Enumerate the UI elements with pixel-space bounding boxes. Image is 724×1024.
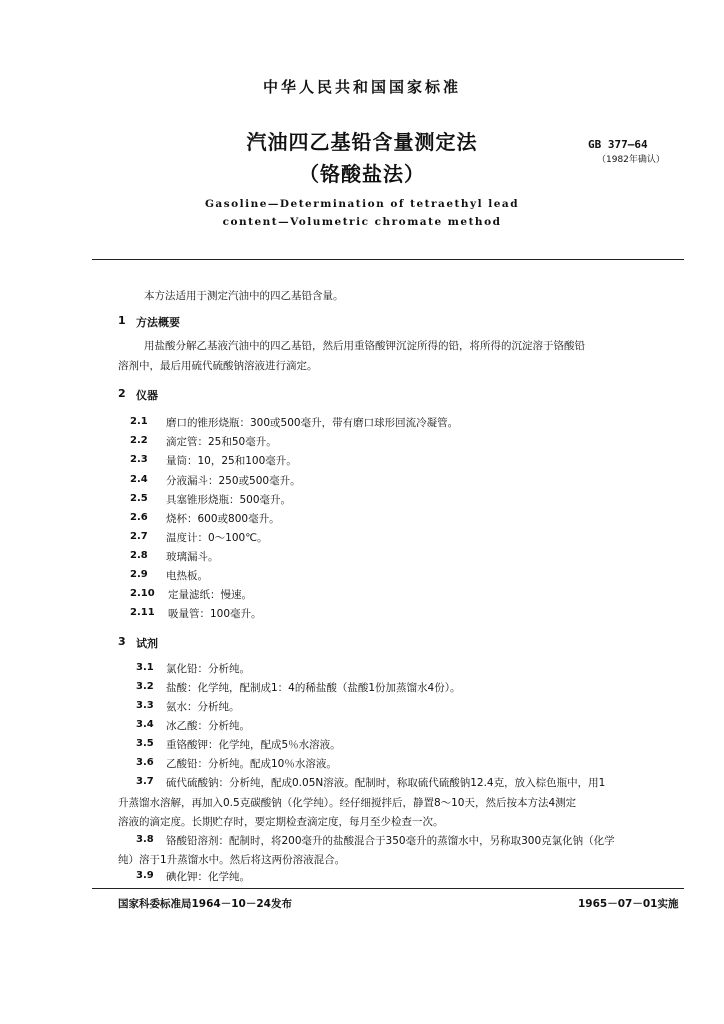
list-item: 重铬酸钾：化学纯，配成5％水溶液。 xyxy=(166,739,341,751)
standard-org-header: 中华人民共和国国家标准 xyxy=(262,78,461,96)
item-number: 3.3 xyxy=(136,700,154,711)
item-number: 3.1 xyxy=(136,662,154,673)
item-number: 3.8 xyxy=(136,834,154,845)
item-number: 2.2 xyxy=(130,435,148,446)
standard-code: GB 377—64 xyxy=(588,138,648,151)
list-item: 冰乙酸：分析纯。 xyxy=(166,720,250,732)
item-number: 2.8 xyxy=(130,550,148,561)
document-title: 汽油四乙基铅含量测定法 xyxy=(246,130,478,154)
section1-para-line1: 用盐酸分解乙基液汽油中的四乙基铅，然后用重铬酸钾沉淀所得的铅，将所得的沉淀溶于铬酸铅 xyxy=(144,340,585,352)
list-item: 碘化钾：化学纯。 xyxy=(166,871,250,883)
list-item: 分液漏斗：250或500毫升。 xyxy=(166,475,301,487)
confirm-note: （1982年确认） xyxy=(597,155,665,165)
list-item: 量筒：10，25和100毫升。 xyxy=(166,455,297,467)
list-item: 玻璃漏斗。 xyxy=(166,551,219,563)
section1-title: 方法概要 xyxy=(136,316,180,329)
section2-title: 仪器 xyxy=(136,389,158,402)
list-item: 磨口的锥形烧瓶：300或500毫升，带有磨口球形回流冷凝管。 xyxy=(166,417,459,429)
item-number: 2.1 xyxy=(130,416,148,427)
issue-date: 国家科委标准局1964－10－24发布 xyxy=(118,898,292,910)
paragraph-line: 纯）溶于1升蒸馏水中。然后将这两份溶液混合。 xyxy=(118,854,346,866)
section3-number: 3 xyxy=(118,635,126,648)
list-item: 乙酸铅：分析纯。配成10％水溶液。 xyxy=(166,758,337,770)
list-item: 盐酸：化学纯，配制成1：4的稀盐酸（盐酸1份加蒸馏水4份）。 xyxy=(166,682,461,694)
paragraph-line: 铬酸铅溶剂：配制时，将200毫升的盐酸混合于350毫升的蒸馏水中，另称取300克氯化钠（化学 xyxy=(166,835,615,847)
header-divider xyxy=(92,259,684,260)
item-number: 3.5 xyxy=(136,738,154,749)
section1-number: 1 xyxy=(118,314,126,327)
paragraph-line: 升蒸馏水溶解，再加入0.5克碳酸钠（化学纯）。经仔细搅拌后，静置8～10天，然后按本方法4测定 xyxy=(118,797,577,809)
list-item: 氨水：分析纯。 xyxy=(166,701,240,713)
list-item: 温度计：0～100℃。 xyxy=(166,532,268,544)
item-number: 3.7 xyxy=(136,776,154,787)
footer-divider xyxy=(92,888,684,889)
item-number: 2.5 xyxy=(130,493,148,504)
document-subtitle: （铬酸盐法） xyxy=(299,162,425,186)
list-item: 烧杯：600或800毫升。 xyxy=(166,513,280,525)
item-number: 3.9 xyxy=(136,870,154,881)
intro-paragraph: 本方法适用于测定汽油中的四乙基铅含量。 xyxy=(144,290,344,302)
list-item: 具塞锥形烧瓶：500毫升。 xyxy=(166,494,292,506)
list-item: 滴定管：25和50毫升。 xyxy=(166,436,277,448)
item-number: 2.6 xyxy=(130,512,148,523)
list-item: 电热板。 xyxy=(166,570,208,582)
item-number: 2.7 xyxy=(130,531,148,542)
item-number: 2.3 xyxy=(130,454,148,465)
section2-number: 2 xyxy=(118,387,126,400)
paragraph-line: 溶液的滴定度。长期贮存时，要定期检查滴定度，每月至少检查一次。 xyxy=(118,816,444,828)
item-number: 3.6 xyxy=(136,757,154,768)
item-number: 3.2 xyxy=(136,681,154,692)
item-number: 2.10 xyxy=(130,588,155,599)
item-number: 3.4 xyxy=(136,719,154,730)
list-item: 氯化铅：分析纯。 xyxy=(166,663,250,675)
section3-title: 试剂 xyxy=(136,637,158,650)
section1-para-line2: 溶剂中，最后用硫代硫酸钠溶液进行滴定。 xyxy=(118,360,318,372)
item-number: 2.4 xyxy=(130,474,148,485)
item-number: 2.11 xyxy=(130,607,155,618)
english-title-line2: content—Volumetric chromate method xyxy=(222,216,502,228)
list-item: 定量滤纸：慢速。 xyxy=(168,589,252,601)
list-item: 吸量管：100毫升。 xyxy=(168,608,262,620)
paragraph-line: 硫代硫酸钠：分析纯，配成0.05N溶液。配制时，称取硫代硫酸钠12.4克，放入棕色瓶中，用1 xyxy=(166,777,606,789)
english-title-line1: Gasoline—Determination of tetraethyl lead xyxy=(204,198,520,210)
effective-date: 1965－07－01实施 xyxy=(578,898,679,910)
item-number: 2.9 xyxy=(130,569,148,580)
